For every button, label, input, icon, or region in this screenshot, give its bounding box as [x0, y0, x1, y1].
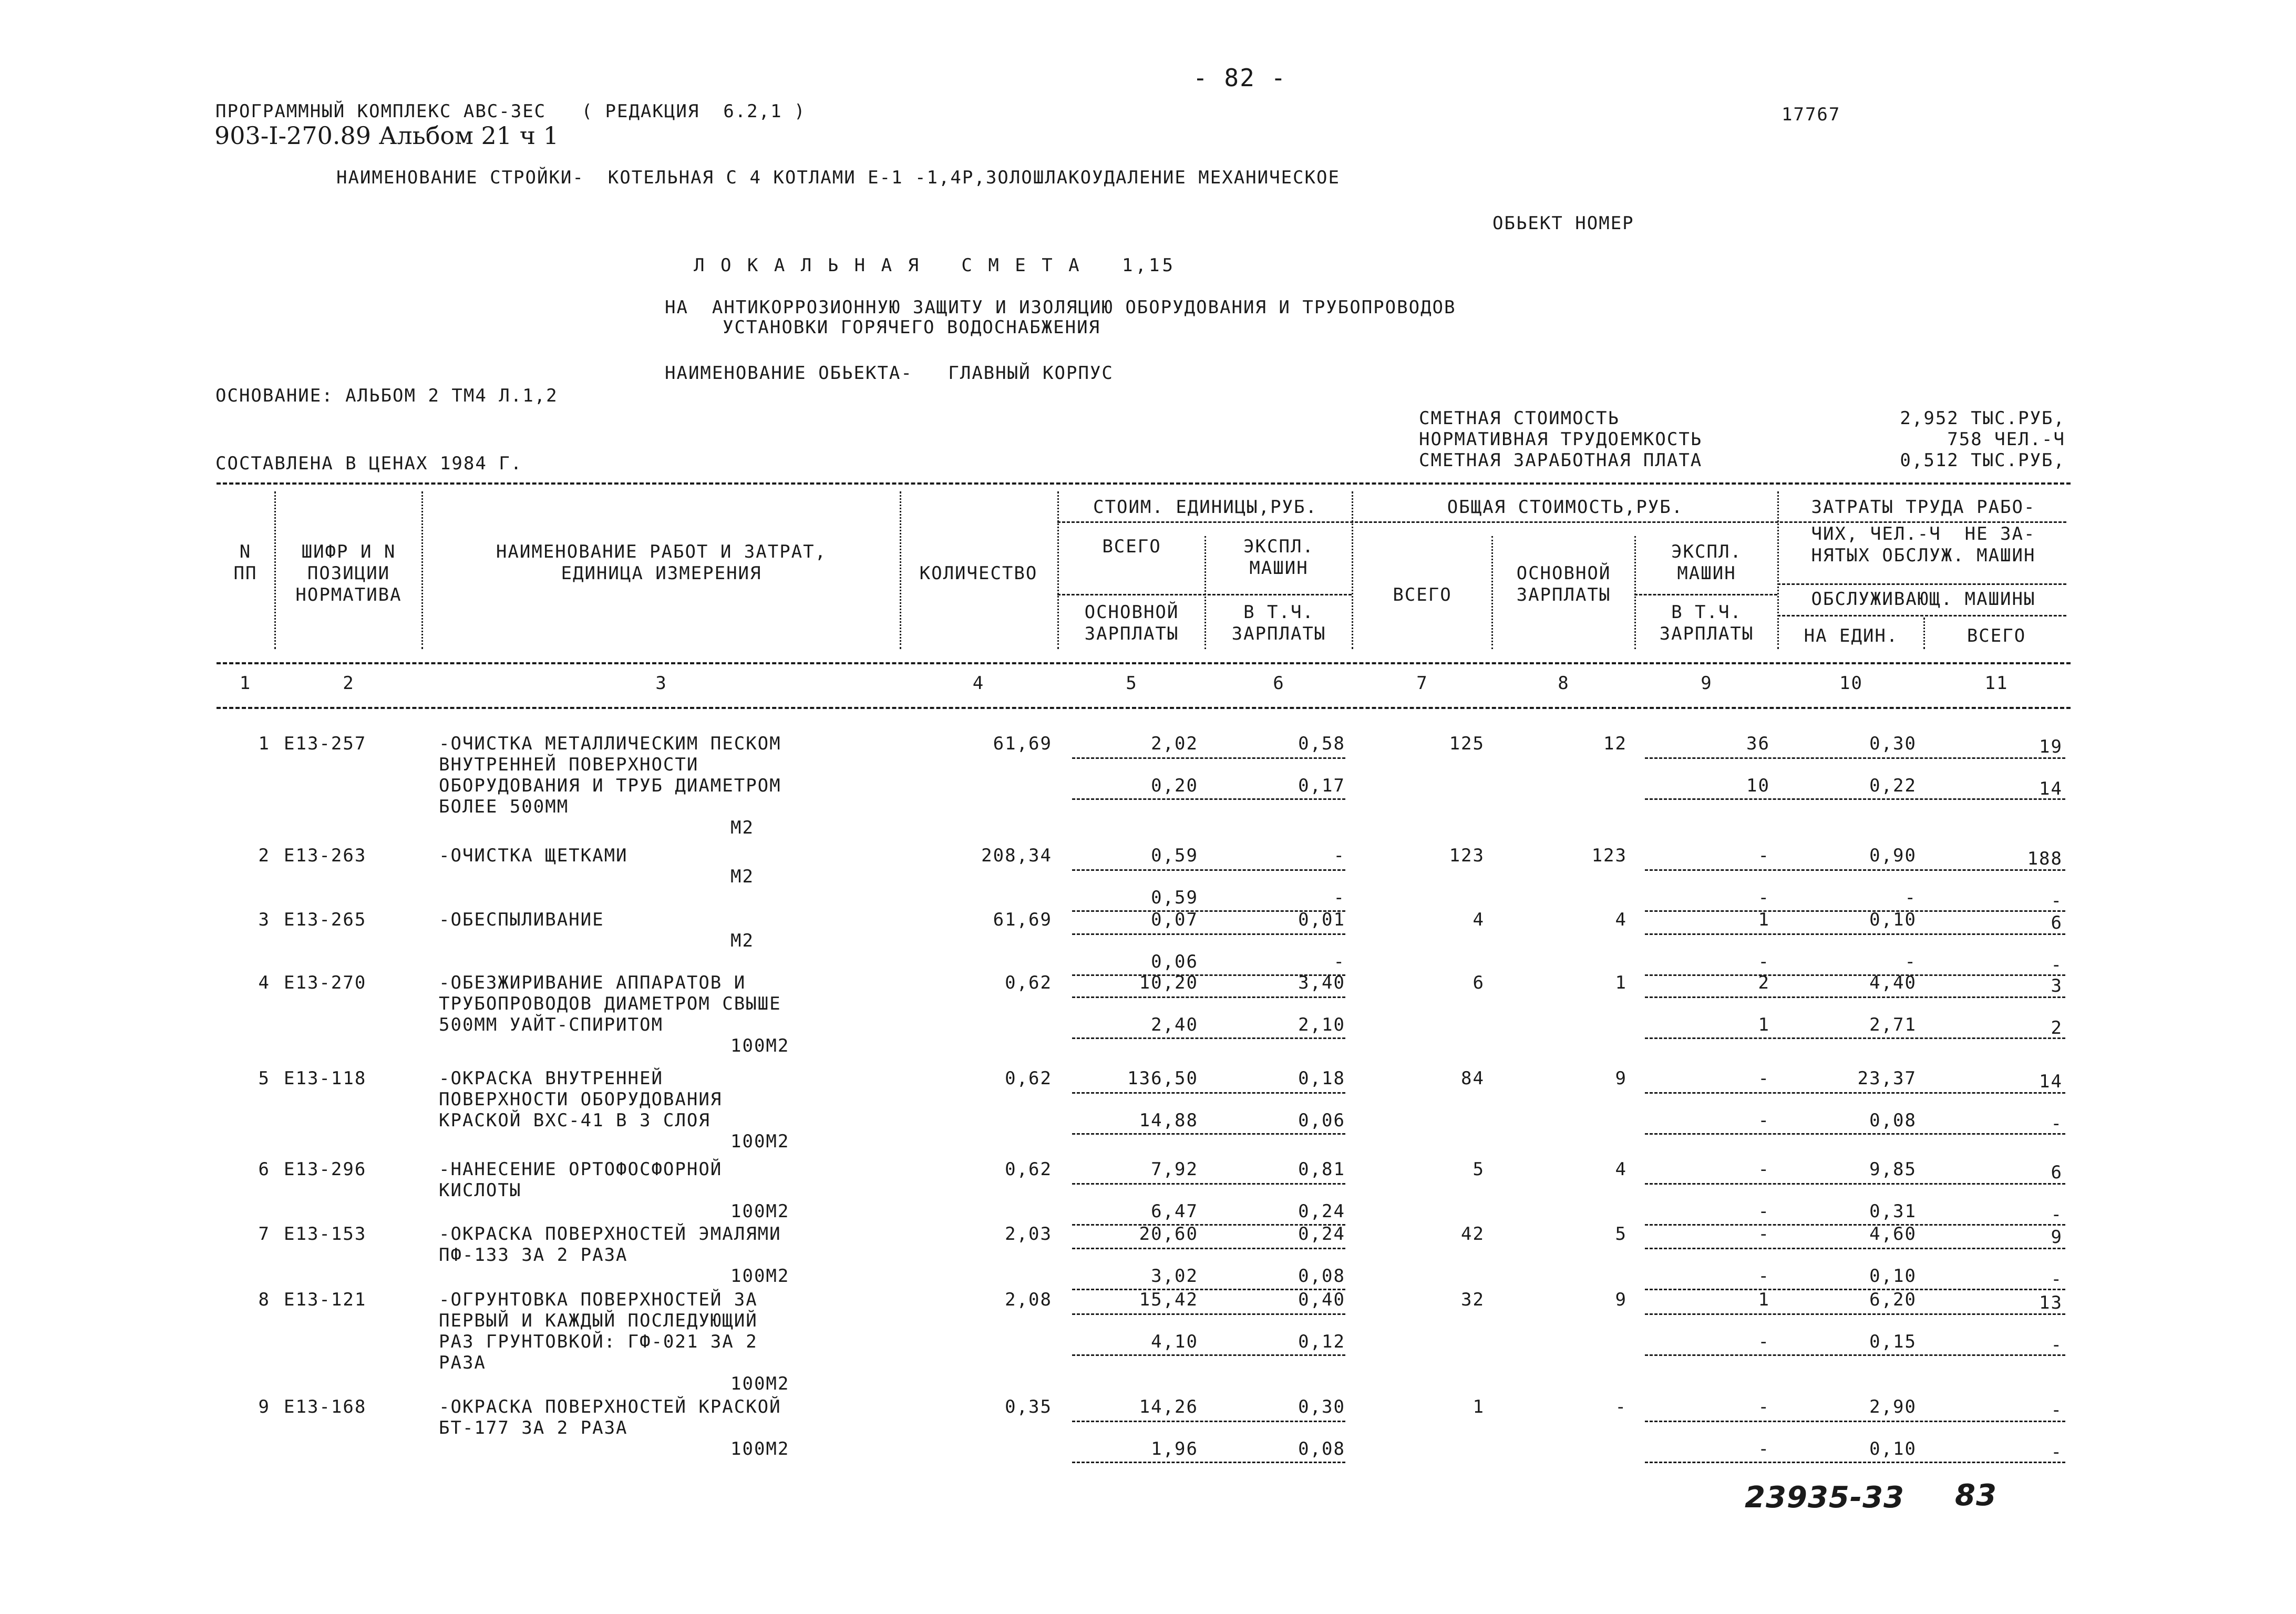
- total-base-salary: 12: [1603, 733, 1627, 754]
- total-machines: -: [1758, 1396, 1770, 1417]
- work-name-line: -ОКРАСКА ПОВЕРХНОСТЕЙ ЭМАЛЯМИ: [439, 1224, 781, 1245]
- header-col2: ПОЗИЦИИ: [307, 563, 390, 584]
- unit-base-salary: 6,47: [1151, 1201, 1198, 1222]
- labor-per-unit: 4,60: [1869, 1224, 1917, 1245]
- unit-machine-salary: 0,08: [1298, 1438, 1345, 1459]
- machine-labor-per-unit: 2,71: [1869, 1014, 1917, 1035]
- header-labor: НЯТЫХ ОБСЛУЖ. МАШИН: [1811, 545, 2036, 566]
- header-col9: ЭКСПЛ.: [1671, 541, 1742, 562]
- total-machines: 1: [1758, 1289, 1770, 1310]
- work-name-line: -НАНЕСЕНИЕ ОРТОФОСФОРНОЙ: [439, 1159, 723, 1180]
- cell-divider: [1072, 798, 1345, 800]
- machine-labor-per-unit: 0,08: [1869, 1110, 1917, 1131]
- cell-divider: [1645, 1133, 2065, 1135]
- column-number: 10: [1839, 673, 1863, 694]
- unit-cost-machines: 0,18: [1298, 1068, 1345, 1089]
- labor-total: 6: [2051, 912, 2063, 933]
- header-unit-cost: СТОИМ. ЕДИНИЦЫ,РУБ.: [1093, 497, 1317, 518]
- total-machines: 2: [1758, 972, 1770, 993]
- unit-base-salary: 0,20: [1151, 775, 1198, 796]
- unit-cost-machines: 0,58: [1298, 733, 1345, 754]
- labor-per-unit: 6,20: [1869, 1289, 1917, 1310]
- unit-cost-total: 10,20: [1139, 972, 1198, 993]
- unit-of-measure: 100М2: [730, 1201, 790, 1222]
- machine-labor-total: -: [2051, 1442, 2063, 1463]
- unit-of-measure: 100М2: [730, 1373, 790, 1394]
- cell-divider: [1072, 1462, 1345, 1463]
- total-machine-salary: 10: [1746, 775, 1770, 796]
- unit-cost-machines: 3,40: [1298, 972, 1345, 993]
- header-col6: В Т.Ч.: [1243, 602, 1314, 623]
- header-col11: ВСЕГО: [1966, 625, 2026, 646]
- labor-total: 13: [2039, 1292, 2063, 1313]
- group-rule: [1634, 594, 1777, 595]
- work-name-line: РАЗ ГРУНТОВКОЙ: ГФ-021 ЗА 2: [439, 1331, 758, 1352]
- row-number: 9: [258, 1396, 270, 1417]
- machine-labor-per-unit: 0,15: [1869, 1331, 1917, 1352]
- total-base-salary: 9: [1615, 1289, 1627, 1310]
- footer-stamp: 23935-33: [1745, 1481, 1904, 1515]
- cell-divider: [1072, 933, 1345, 935]
- header-col3: НАИМЕНОВАНИЕ РАБОТ И ЗАТРАТ,: [496, 541, 827, 562]
- total-machine-salary: -: [1758, 1331, 1770, 1352]
- header-col9: МАШИН: [1677, 563, 1736, 584]
- estimate-subject-line-1: НА АНТИКОРРОЗИОННУЮ ЗАЩИТУ И ИЗОЛЯЦИЮ ОБОРУДОВАНИЯ И ТРУБОПРОВОДОВ: [665, 297, 1456, 318]
- unit-base-salary: 0,59: [1151, 887, 1198, 908]
- header-col1: ПП: [233, 563, 258, 584]
- total-cost: 123: [1449, 845, 1485, 866]
- summary-label: СМЕТНАЯ ЗАРАБОТНАЯ ПЛАТА: [1419, 450, 1703, 471]
- quantity: 0,35: [1005, 1396, 1052, 1417]
- header-mid-rule: [217, 662, 2071, 664]
- unit-cost-total: 0,59: [1151, 845, 1198, 866]
- labor-total: -: [2051, 1400, 2063, 1421]
- total-machine-salary: -: [1758, 1438, 1770, 1459]
- unit-of-measure: 100М2: [730, 1131, 790, 1152]
- footer-page-number: 83: [1955, 1478, 1997, 1513]
- prices-basis: СОСТАВЛЕНА В ЦЕНАХ 1984 Г.: [215, 453, 523, 474]
- work-name-line: КРАСКОЙ ВХС-41 В 3 СЛОЯ: [439, 1110, 711, 1131]
- work-name-line: -ОКРАСКА ПОВЕРХНОСТЕЙ КРАСКОЙ: [439, 1396, 781, 1417]
- header-col10: НА ЕДИН.: [1804, 625, 1899, 646]
- header-col8: ЗАРПЛАТЫ: [1516, 584, 1611, 605]
- unit-machine-salary: 2,10: [1298, 1014, 1345, 1035]
- total-base-salary: 5: [1615, 1224, 1627, 1245]
- machine-labor-per-unit: 0,31: [1869, 1201, 1917, 1222]
- machine-labor-per-unit: 0,10: [1869, 1438, 1917, 1459]
- cell-divider: [1072, 1354, 1345, 1356]
- unit-machine-salary: -: [1333, 951, 1345, 972]
- labor-total: 9: [2051, 1227, 2063, 1248]
- total-base-salary: 4: [1615, 1159, 1627, 1180]
- row-number: 5: [258, 1068, 270, 1089]
- column-number: 11: [1984, 673, 2009, 694]
- header-col1: N: [239, 541, 252, 562]
- header-col6: ЗАРПЛАТЫ: [1231, 623, 1326, 644]
- machine-labor-per-unit: -: [1904, 951, 1917, 972]
- norm-code: Е13-265: [284, 909, 367, 930]
- cell-divider: [1645, 1183, 2065, 1185]
- norm-code: Е13-153: [284, 1224, 367, 1245]
- header-col9: ЗАРПЛАТЫ: [1659, 623, 1754, 644]
- work-name-line: -ОБЕЗЖИРИВАНИЕ АППАРАТОВ И: [439, 972, 746, 993]
- cell-divider: [1072, 1421, 1345, 1422]
- unit-of-measure: М2: [730, 817, 754, 838]
- unit-machine-salary: 0,08: [1298, 1266, 1345, 1287]
- cell-divider: [1645, 1421, 2065, 1422]
- work-name-line: ПЕРВЫЙ И КАЖДЫЙ ПОСЛЕДУЮЩИЙ: [439, 1310, 758, 1331]
- unit-cost-total: 7,92: [1151, 1159, 1198, 1180]
- work-name-line: -ОКРАСКА ВНУТРЕННЕЙ: [439, 1068, 663, 1089]
- column-number: 6: [1273, 673, 1285, 694]
- labor-per-unit: 9,85: [1869, 1159, 1917, 1180]
- unit-cost-machines: 0,81: [1298, 1159, 1345, 1180]
- header-top-rule: [217, 482, 2071, 485]
- row-number: 2: [258, 845, 270, 866]
- header-col9: В Т.Ч.: [1671, 602, 1742, 623]
- unit-cost-machines: 0,24: [1298, 1224, 1345, 1245]
- quantity: 2,08: [1005, 1289, 1052, 1310]
- machine-labor-per-unit: -: [1904, 887, 1917, 908]
- cell-divider: [1072, 1092, 1345, 1094]
- header-col4: КОЛИЧЕСТВО: [919, 563, 1038, 584]
- summary-value: 758 ЧЕЛ.-Ч: [1947, 429, 2065, 450]
- unit-cost-total: 20,60: [1139, 1224, 1198, 1245]
- column-number: 3: [655, 673, 667, 694]
- unit-of-measure: М2: [730, 930, 754, 951]
- total-machine-salary: -: [1758, 887, 1770, 908]
- cell-divider: [1645, 1248, 2065, 1249]
- column-number: 9: [1701, 673, 1713, 694]
- quantity: 61,69: [993, 733, 1052, 754]
- labor-total: 14: [2039, 1071, 2063, 1092]
- norm-code: Е13-257: [284, 733, 367, 754]
- summary-label: СМЕТНАЯ СТОИМОСТЬ: [1419, 408, 1620, 429]
- work-name-line: -ОЧИСТКА МЕТАЛЛИЧЕСКИМ ПЕСКОМ: [439, 733, 781, 754]
- column-number: 1: [239, 673, 252, 694]
- labor-total: 19: [2039, 736, 2063, 757]
- summary-value: 0,512 ТЫС.РУБ,: [1900, 450, 2065, 471]
- header-col5: ВСЕГО: [1102, 536, 1161, 557]
- total-cost: 4: [1473, 909, 1485, 930]
- total-machine-salary: -: [1758, 1110, 1770, 1131]
- total-cost: 6: [1473, 972, 1485, 993]
- unit-base-salary: 14,88: [1139, 1110, 1198, 1131]
- header-col5: ЗАРПЛАТЫ: [1084, 623, 1179, 644]
- total-base-salary: 4: [1615, 909, 1627, 930]
- labor-total: 6: [2051, 1162, 2063, 1183]
- total-base-salary: 1: [1615, 972, 1627, 993]
- unit-cost-machines: 0,40: [1298, 1289, 1345, 1310]
- unit-base-salary: 4,10: [1151, 1331, 1198, 1352]
- cell-divider: [1072, 1248, 1345, 1249]
- cell-divider: [1072, 1313, 1345, 1315]
- norm-code: Е13-263: [284, 845, 367, 866]
- header-col6: ЭКСПЛ.: [1243, 536, 1314, 557]
- cell-divider: [1072, 757, 1345, 759]
- row-number: 8: [258, 1289, 270, 1310]
- total-base-salary: -: [1615, 1396, 1627, 1417]
- cell-divider: [1645, 1092, 2065, 1094]
- work-name-line: -ОБЕСПЫЛИВАНИЕ: [439, 909, 604, 930]
- unit-machine-salary: 0,24: [1298, 1201, 1345, 1222]
- cell-divider: [1072, 1037, 1345, 1039]
- group-rule: [1057, 521, 2066, 523]
- total-machines: -: [1758, 1224, 1770, 1245]
- unit-cost-machines: 0,01: [1298, 909, 1345, 930]
- quantity: 0,62: [1005, 1159, 1052, 1180]
- unit-machine-salary: 0,17: [1298, 775, 1345, 796]
- machine-labor-total: -: [2051, 1334, 2063, 1355]
- cell-divider: [1072, 1183, 1345, 1185]
- page-number: - 82 -: [1193, 64, 1287, 92]
- row-number: 1: [258, 733, 270, 754]
- total-cost: 84: [1461, 1068, 1485, 1089]
- labor-per-unit: 23,37: [1857, 1068, 1917, 1089]
- total-machines: -: [1758, 1068, 1770, 1089]
- group-rule: [1777, 615, 2066, 616]
- program-line: ПРОГРАММНЫЙ КОМПЛЕКС АВС-3ЕС ( РЕДАКЦИЯ 6.2,1 ): [215, 101, 806, 122]
- estimate-title: Л О К А Л Ь Н А Я С М Е Т А 1,15: [694, 255, 1176, 276]
- machine-labor-total: -: [2051, 1113, 2063, 1134]
- total-machine-salary: -: [1758, 1266, 1770, 1287]
- machine-labor-total: -: [2051, 1269, 2063, 1290]
- unit-of-measure: 100М2: [730, 1266, 790, 1287]
- cell-divider: [1072, 996, 1345, 998]
- unit-cost-total: 15,42: [1139, 1289, 1198, 1310]
- work-name-line: БОЛЕЕ 500ММ: [439, 796, 569, 817]
- labor-total: 188: [2027, 848, 2063, 869]
- quantity: 61,69: [993, 909, 1052, 930]
- labor-total: 3: [2051, 975, 2063, 996]
- work-name-line: ТРУБОПРОВОДОВ ДИАМЕТРОМ СВЫШЕ: [439, 993, 781, 1014]
- cell-divider: [1072, 1133, 1345, 1135]
- quantity: 0,62: [1005, 972, 1052, 993]
- norm-code: Е13-270: [284, 972, 367, 993]
- estimate-subject-line-2: УСТАНОВКИ ГОРЯЧЕГО ВОДОСНАБЖЕНИЯ: [723, 317, 1101, 338]
- total-base-salary: 123: [1591, 845, 1627, 866]
- quantity: 0,62: [1005, 1068, 1052, 1089]
- header-total-cost: ОБЩАЯ СТОИМОСТЬ,РУБ.: [1447, 497, 1684, 518]
- quantity: 2,03: [1005, 1224, 1052, 1245]
- norm-code: Е13-118: [284, 1068, 367, 1089]
- total-machine-salary: -: [1758, 1201, 1770, 1222]
- header-col2: НОРМАТИВА: [295, 584, 402, 605]
- column-number: 2: [343, 673, 355, 694]
- header-col2: ШИФР И N: [301, 541, 396, 562]
- summary-label: НОРМАТИВНАЯ ТРУДОЕМКОСТЬ: [1419, 429, 1703, 450]
- machine-labor-total: -: [2051, 890, 2063, 911]
- row-number: 7: [258, 1224, 270, 1245]
- cell-divider: [1645, 1462, 2065, 1463]
- row-number: 4: [258, 972, 270, 993]
- unit-base-salary: 0,06: [1151, 951, 1198, 972]
- group-rule: [1057, 594, 1352, 595]
- header-labor-sub: ОБСЛУЖИВАЮЩ. МАШИНЫ: [1811, 589, 2036, 610]
- work-name-line: КИСЛОТЫ: [439, 1180, 522, 1201]
- unit-cost-machines: 0,30: [1298, 1396, 1345, 1417]
- norm-code: Е13-168: [284, 1396, 367, 1417]
- quantity: 208,34: [981, 845, 1052, 866]
- header-col6: МАШИН: [1249, 558, 1309, 579]
- total-cost: 125: [1449, 733, 1485, 754]
- cell-divider: [1645, 1354, 2065, 1356]
- cell-divider: [1645, 1313, 2065, 1315]
- machine-labor-total: -: [2051, 954, 2063, 975]
- total-cost: 1: [1473, 1396, 1485, 1417]
- cell-divider: [1645, 1037, 2065, 1039]
- work-name-line: -ОГРУНТОВКА ПОВЕРХНОСТЕЙ ЗА: [439, 1289, 758, 1310]
- machine-labor-per-unit: 0,10: [1869, 1266, 1917, 1287]
- total-cost: 5: [1473, 1159, 1485, 1180]
- work-name-line: РАЗА: [439, 1352, 486, 1373]
- unit-base-salary: 1,96: [1151, 1438, 1198, 1459]
- group-rule: [1777, 583, 2066, 585]
- column-number: 4: [972, 673, 985, 694]
- unit-cost-machines: -: [1333, 845, 1345, 866]
- total-base-salary: 9: [1615, 1068, 1627, 1089]
- row-number: 6: [258, 1159, 270, 1180]
- column-number: 8: [1558, 673, 1570, 694]
- total-cost: 42: [1461, 1224, 1485, 1245]
- unit-base-salary: 3,02: [1151, 1266, 1198, 1287]
- object-name: НАИМЕНОВАНИЕ ОБЬЕКТА- ГЛАВНЫЙ КОРПУС: [665, 363, 1114, 384]
- labor-per-unit: 0,10: [1869, 909, 1917, 930]
- total-machine-salary: -: [1758, 951, 1770, 972]
- cell-divider: [1645, 933, 2065, 935]
- unit-base-salary: 2,40: [1151, 1014, 1198, 1035]
- work-name-line: ПФ-133 ЗА 2 РАЗА: [439, 1245, 628, 1266]
- work-name-line: ОБОРУДОВАНИЯ И ТРУБ ДИАМЕТРОМ: [439, 775, 781, 796]
- work-name-line: -ОЧИСТКА ЩЕТКАМИ: [439, 845, 628, 866]
- total-machines: -: [1758, 1159, 1770, 1180]
- unit-of-measure: 100М2: [730, 1438, 790, 1459]
- column-number: 5: [1126, 673, 1138, 694]
- column-number: 7: [1416, 673, 1428, 694]
- total-machines: 36: [1746, 733, 1770, 754]
- labor-per-unit: 0,90: [1869, 845, 1917, 866]
- cell-divider: [1072, 869, 1345, 871]
- machine-labor-per-unit: 0,22: [1869, 775, 1917, 796]
- work-name-line: БТ-177 ЗА 2 РАЗА: [439, 1417, 628, 1438]
- album-reference: 903-I-270.89 Альбом 21 ч 1: [214, 121, 559, 150]
- unit-machine-salary: -: [1333, 887, 1345, 908]
- labor-per-unit: 4,40: [1869, 972, 1917, 993]
- header-bottom-rule: [217, 707, 2071, 709]
- norm-code: Е13-296: [284, 1159, 367, 1180]
- unit-machine-salary: 0,12: [1298, 1331, 1345, 1352]
- total-machines: -: [1758, 845, 1770, 866]
- labor-per-unit: 0,30: [1869, 733, 1917, 754]
- total-machines: 1: [1758, 909, 1770, 930]
- cell-divider: [1645, 798, 2065, 800]
- object-number: ОБЬЕКТ НОМЕР: [1492, 213, 1634, 234]
- machine-labor-total: 2: [2051, 1017, 2063, 1039]
- norm-code: Е13-121: [284, 1289, 367, 1310]
- header-col8: ОСНОВНОЙ: [1516, 563, 1611, 584]
- unit-cost-total: 0,07: [1151, 909, 1198, 930]
- unit-of-measure: 100М2: [730, 1035, 790, 1056]
- machine-labor-total: 14: [2039, 778, 2063, 799]
- total-machine-salary: 1: [1758, 1014, 1770, 1035]
- cell-divider: [1645, 869, 2065, 871]
- work-name-line: 500ММ УАЙТ-СПИРИТОМ: [439, 1014, 663, 1035]
- header-labor: ЧИХ, ЧЕЛ.-Ч НЕ ЗА-: [1811, 523, 2036, 544]
- unit-of-measure: М2: [730, 866, 754, 887]
- unit-cost-total: 2,02: [1151, 733, 1198, 754]
- document-code: 17767: [1782, 104, 1841, 125]
- machine-labor-total: -: [2051, 1204, 2063, 1225]
- header-col5: ОСНОВНОЙ: [1084, 602, 1179, 623]
- summary-value: 2,952 ТЫС.РУБ,: [1900, 408, 2065, 429]
- work-name-line: ПОВЕРХНОСТИ ОБОРУДОВАНИЯ: [439, 1089, 723, 1110]
- total-cost: 32: [1461, 1289, 1485, 1310]
- row-number: 3: [258, 909, 270, 930]
- cell-divider: [1645, 757, 2065, 759]
- construction-name: НАИМЕНОВАНИЕ СТРОЙКИ- КОТЕЛЬНАЯ С 4 КОТЛАМИ Е-1 -1,4Р,ЗОЛОШЛАКОУДАЛЕНИЕ МЕХАНИЧЕСКОЕ: [336, 167, 1340, 188]
- header-col7: ВСЕГО: [1393, 584, 1452, 605]
- work-name-line: ВНУТРЕННЕЙ ПОВЕРХНОСТИ: [439, 754, 699, 775]
- unit-cost-total: 14,26: [1139, 1396, 1198, 1417]
- unit-cost-total: 136,50: [1127, 1068, 1198, 1089]
- basis: ОСНОВАНИЕ: АЛЬБОМ 2 ТМ4 Л.1,2: [215, 385, 558, 406]
- labor-per-unit: 2,90: [1869, 1396, 1917, 1417]
- header-col3: ЕДИНИЦА ИЗМЕРЕНИЯ: [561, 563, 762, 584]
- header-labor: ЗАТРАТЫ ТРУДА РАБО-: [1811, 497, 2036, 518]
- unit-machine-salary: 0,06: [1298, 1110, 1345, 1131]
- cell-divider: [1645, 996, 2065, 998]
